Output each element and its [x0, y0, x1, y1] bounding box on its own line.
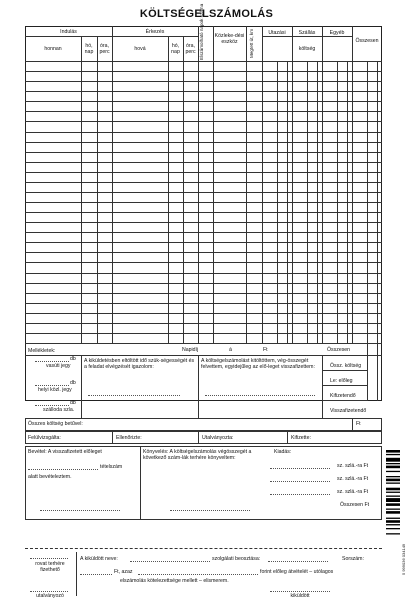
header-erkezes: Érkezés [145, 29, 165, 35]
header-ora-perc-2: óra, perc [185, 43, 196, 55]
ft-label: Ft [263, 347, 268, 353]
db-1: db [70, 356, 76, 362]
visszafizetendo: Visszafizetendő [330, 408, 367, 414]
table-row-line [25, 91, 382, 92]
header-koltseg: költség [298, 46, 316, 52]
bevetel-title: Bevétel: A visszafizetett előleget [28, 449, 102, 455]
osszes-betuvel-label: Összes költség betűvel: [28, 421, 83, 427]
table-row-line [25, 262, 382, 263]
table-row-line [25, 142, 382, 143]
table-row-line [25, 111, 382, 112]
utalvanyozta: Utalványozta: [202, 435, 234, 441]
barcode [386, 450, 400, 570]
forint-eloleg: forint előleg átvételét – utólagos [260, 569, 334, 575]
table-row-line [25, 242, 382, 243]
table-row-line [25, 162, 382, 163]
header-honnan: honnan [44, 46, 62, 52]
table-row-line [25, 202, 382, 203]
barcode-number: 5 999036 034149 [401, 543, 406, 575]
table-row-line [25, 212, 382, 213]
table-row-line [25, 182, 382, 183]
table-row-line [25, 283, 382, 284]
konyveles-text: Könyvelés: A költségelszámolás végösszegét a következő szám-lák terhére könyveltem: [143, 449, 252, 461]
table-row-line [25, 71, 382, 72]
szolgalati-beosztas: szolgálati beosztása: [212, 556, 261, 562]
table-row-line [25, 132, 382, 133]
db-2: db [70, 380, 76, 386]
ft-azaz: Ft, azaz [114, 569, 133, 575]
utalvanyozo: utalványozó [36, 593, 64, 599]
igazolom-text: A kiküldetésben eltöltött idő szük-ségességét és a feladat elvégzését igazolom: [84, 358, 195, 370]
tetelszam: tételszám [100, 464, 123, 470]
rovat-terhere: rovat terhére fizethető [35, 561, 65, 573]
elszamolas-text: A költségelszámolást kitöltöttem, vég-összegét felvettem, egyidejűleg az elő-leget visszafizettem: [201, 358, 315, 370]
helyi-kozl-jegy: helyi közl. jegy [38, 387, 72, 393]
szla-ra-1: sz. szlá.-ra Ft [337, 463, 369, 469]
header-ho-nap-2: hó, nap [171, 43, 180, 55]
header-osszesen: Összesen [355, 38, 379, 44]
a-label: á [229, 347, 232, 353]
header-ho-nap-1: hó, nap [84, 43, 94, 55]
header-hova: hová [134, 46, 146, 52]
header-kozlekedesi: Közleke-dési eszköz [214, 33, 245, 45]
alatt-bevetel: alatt bevételeztem. [28, 474, 72, 480]
page-title: KÖLTSÉGELSZÁMOLÁS [139, 8, 274, 20]
napidij-label: Napidíj [182, 347, 199, 353]
kikuldott-sig: kiküldött [290, 593, 310, 599]
header-egyeb: Egyéb [329, 30, 345, 36]
table-row-line [25, 81, 382, 82]
table-row-line [25, 323, 382, 324]
table-row-line [25, 172, 382, 173]
header-ora-perc-1: óra, perc [99, 43, 110, 55]
header-szallas: Szállás [298, 30, 316, 36]
mellekletek-title: Mellékletek: [28, 348, 56, 354]
ellenorizte: Ellenőrizte: [116, 435, 142, 441]
kifizette: Kifizette: [291, 435, 311, 441]
table-row-line [25, 293, 382, 294]
db-3: db [70, 400, 76, 406]
header-megtett-ut: Megtett út, km [249, 28, 254, 58]
szla-ra-3: sz. szlá.-ra Ft [337, 489, 369, 495]
header-utazasi: Utazási [268, 30, 286, 36]
szla-ra-2: sz. szlá.-ra Ft [337, 476, 369, 482]
ossz-koltseg: Össz. költség [330, 363, 362, 369]
table-row-line [25, 121, 382, 122]
sorszam: Sorszám: [342, 556, 364, 562]
vasuti-jegy: vasúti jegy [46, 363, 71, 369]
kikuldott-neve: A kiküldött neve: [80, 556, 118, 562]
felulvizsgalta: Felülvizsgálta: [28, 435, 61, 441]
szalloda-szla: szálloda szla. [43, 407, 75, 413]
table-row-line [25, 333, 382, 334]
table-row-line [25, 222, 382, 223]
header-indulas: Indulás [60, 29, 77, 35]
kiadas-label: Kiadás: [274, 449, 292, 455]
table-row-line [25, 152, 382, 153]
table-row-line [25, 101, 382, 102]
table-row-line [25, 303, 382, 304]
elszamolas-kotelezettseg: elszámolás kötelezettsége mellett – elismerem. [120, 578, 229, 584]
osszesen-ft: Összesen Ft [340, 502, 370, 508]
table-row-line [25, 232, 382, 233]
header-elszamolhato: Elszámolható napok száma [199, 3, 204, 60]
table-row-line [25, 313, 382, 314]
summary-osszesen: Összesen [327, 347, 351, 353]
table-row-line [25, 273, 382, 274]
le-eloleg: Le: előleg [330, 378, 353, 384]
ft-label-2: Ft [356, 421, 361, 427]
kifizetendo: Kifizetendő [330, 393, 356, 399]
table-row-line [25, 252, 382, 253]
table-row-line [25, 192, 382, 193]
